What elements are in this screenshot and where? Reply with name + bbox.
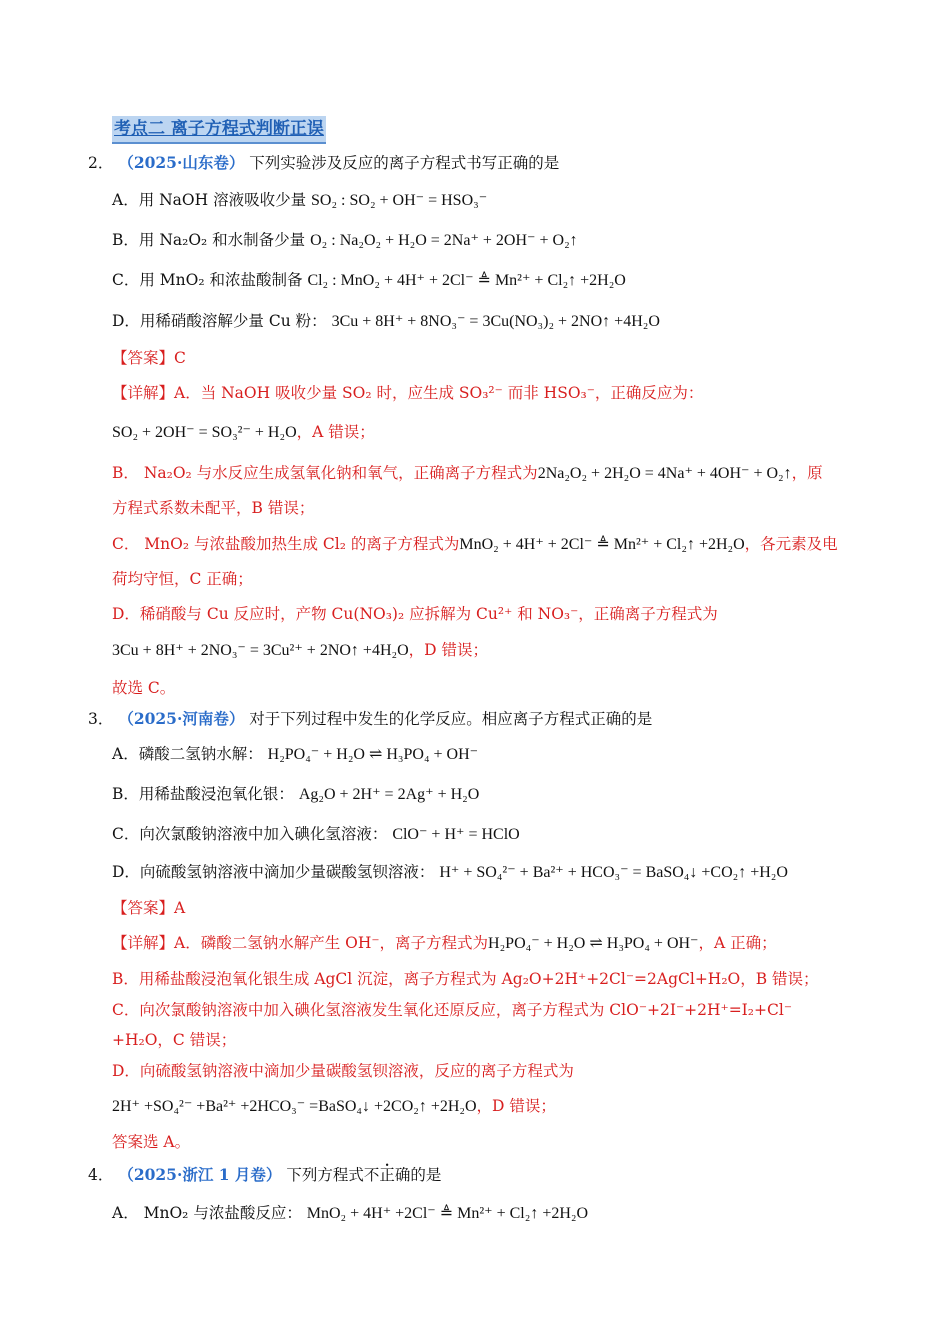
equation: MnO₂ + 4H⁺ + 2Cl⁻ ≜ Mn²⁺ + Cl₂↑ +2H₂O: [459, 536, 745, 553]
q2-detail-d: D．稀硝酸与 Cu 反应时，产物 Cu(NO₃)₂ 应拆解为 Cu²⁺ 和 NO₃⁻，正确离子方程式为: [112, 605, 718, 623]
q2-conclusion: 故选 C。: [112, 679, 176, 697]
q2-detail-a: 【详解】A．当 NaOH 吸收少量 SO₂ 时，应生成 SO₃²⁻ 而非 HSO₃⁻，正确反应为：: [112, 384, 704, 402]
equation: H₂PO₄⁻ + H₂O ⇌ H₃PO₄ + OH⁻: [488, 935, 699, 952]
q2-detail-c-cont: 荷均守恒，C 正确；: [112, 570, 253, 588]
question-4-stem: [88, 1163, 441, 1187]
equation: 3Cu + 8H⁺ + 8NO₃⁻ = 3Cu(NO₃)₂ + 2NO↑ +4H₂O: [331, 313, 660, 330]
option-label: D．向硫酸氢钠溶液中滴加少量碳酸氢钡溶液：: [112, 863, 435, 881]
question-number: 2．: [88, 154, 114, 172]
equation: SO₂ : SO₂ + OH⁻ = HSO₃⁻: [311, 192, 488, 209]
q2-detail-c: [112, 532, 838, 557]
q4-option-a: [112, 1201, 588, 1226]
equation: 2H⁺ +SO₄²⁻ +Ba²⁺ +2HCO₃⁻ =BaSO₄↓ +2CO₂↑ +2H₂O: [112, 1098, 477, 1115]
q3-detail-d: D．向硫酸氢钠溶液中滴加少量碳酸氢钡溶液，反应的离子方程式为: [112, 1062, 574, 1080]
q2-option-b: [112, 228, 578, 253]
option-label: B．用 Na₂O₂ 和水制备少量: [112, 231, 306, 249]
detail-text: 【详解】A．磷酸二氢钠水解产生 OH⁻，离子方程式为: [112, 934, 489, 952]
question-text: 下列实验涉及反应的离子方程式书写正确的是: [249, 154, 560, 172]
q2-detail-b-cont: 方程式系数未配平，B 错误；: [112, 499, 315, 517]
emphasis-text: 不正确: [363, 1166, 411, 1184]
equation: Cl₂ : MnO₂ + 4H⁺ + 2Cl⁻ ≜ Mn²⁺ + Cl₂↑ +2H₂O: [307, 272, 626, 289]
equation: 2Na₂O₂ + 2H₂O = 4Na⁺ + 4OH⁻ + O₂↑: [537, 465, 792, 482]
option-label: A．磷酸二氢钠水解：: [112, 745, 263, 763]
q3-detail-a: [112, 931, 777, 956]
q2-detail-d-eq: [112, 638, 488, 663]
q3-detail-c: C．向次氯酸钠溶液中加入碘化氢溶液发生氧化还原反应，离子方程式为 ClO⁻+2I⁻+2H⁺=I₂+Cl⁻: [112, 1001, 793, 1019]
q2-detail-b: [112, 461, 823, 486]
question-source: （2025·河南卷）: [118, 709, 245, 728]
verdict: ，A 错误；: [296, 423, 375, 441]
question-2-stem: [88, 151, 559, 175]
detail-text: ，原: [791, 464, 823, 482]
equation: MnO₂ + 4H⁺ +2Cl⁻ ≜ Mn²⁺ + Cl₂↑ +2H₂O: [306, 1205, 589, 1222]
equation: 3Cu + 8H⁺ + 2NO₃⁻ = 3Cu²⁺ + 2NO↑ +4H₂O: [112, 642, 409, 659]
q3-option-c: [112, 822, 520, 847]
q3-option-b: [112, 782, 479, 807]
question-3-stem: [88, 707, 652, 731]
detail-text: B． Na₂O₂ 与水反应生成氢氧化钠和氧气，正确离子方程式为: [112, 464, 538, 482]
q2-option-d: [112, 309, 660, 334]
q2-option-c: [112, 268, 626, 293]
option-label: C．向次氯酸钠溶液中加入碘化氢溶液：: [112, 825, 388, 843]
verdict: ，A 正确；: [698, 934, 777, 952]
q3-conclusion: 答案选 A。: [112, 1133, 191, 1151]
section-heading: 考点二 离子方程式判断正误: [112, 116, 326, 144]
equation: H₂PO₄⁻ + H₂O ⇌ H₃PO₄ + OH⁻: [267, 746, 479, 763]
q3-option-d: [112, 860, 788, 885]
q2-option-a: [112, 188, 487, 213]
question-text: 对于下列过程中发生的化学反应。相应离子方程式正确的是: [249, 710, 653, 728]
equation: SO₂ + 2OH⁻ = SO₃²⁻ + H₂O: [112, 424, 297, 441]
option-label: D．用稀硝酸溶解少量 Cu 粉：: [112, 312, 327, 330]
q2-detail-a-eq: [112, 420, 375, 445]
verdict: ，D 错误；: [408, 641, 488, 659]
question-text-end: 的是: [410, 1166, 442, 1184]
q3-detail-d-eq: [112, 1094, 556, 1119]
detail-text: C． MnO₂ 与浓盐酸加热生成 Cl₂ 的离子方程式为: [112, 535, 460, 553]
question-source: （2025·浙江 1 月卷）: [118, 1165, 282, 1184]
equation: ClO⁻ + H⁺ = HClO: [392, 826, 520, 843]
q2-answer: 【答案】C: [112, 349, 186, 367]
option-label: C．用 MnO₂ 和浓盐酸制备: [112, 271, 303, 289]
equation: O₂ : Na₂O₂ + H₂O = 2Na⁺ + 2OH⁻ + O₂↑: [310, 232, 578, 249]
option-label: A．用 NaOH 溶液吸收少量: [112, 191, 307, 209]
option-label: A． MnO₂ 与浓盐酸反应：: [112, 1204, 302, 1222]
question-text: 下列方程式: [286, 1166, 364, 1184]
question-number: 4．: [88, 1166, 114, 1184]
equation: H⁺ + SO₄²⁻ + Ba²⁺ + HCO₃⁻ = BaSO₄↓ +CO₂↑ +H₂O: [439, 864, 788, 881]
question-source: （2025·山东卷）: [118, 153, 245, 172]
q3-detail-c-cont: +H₂O，C 错误；: [112, 1031, 237, 1049]
detail-text: ，各元素及电: [744, 535, 838, 553]
q3-answer: 【答案】A: [112, 899, 186, 917]
question-number: 3．: [88, 710, 114, 728]
option-label: B．用稀盐酸浸泡氧化银：: [112, 785, 294, 803]
q3-detail-b: B．用稀盐酸浸泡氧化银生成 AgCl 沉淀，离子方程式为 Ag₂O+2H⁺+2Cl⁻=2AgCl+H₂O，B 错误；: [112, 970, 819, 988]
equation: Ag₂O + 2H⁺ = 2Ag⁺ + H₂O: [298, 786, 480, 803]
verdict: ，D 错误；: [476, 1097, 556, 1115]
q3-option-a: [112, 742, 478, 767]
